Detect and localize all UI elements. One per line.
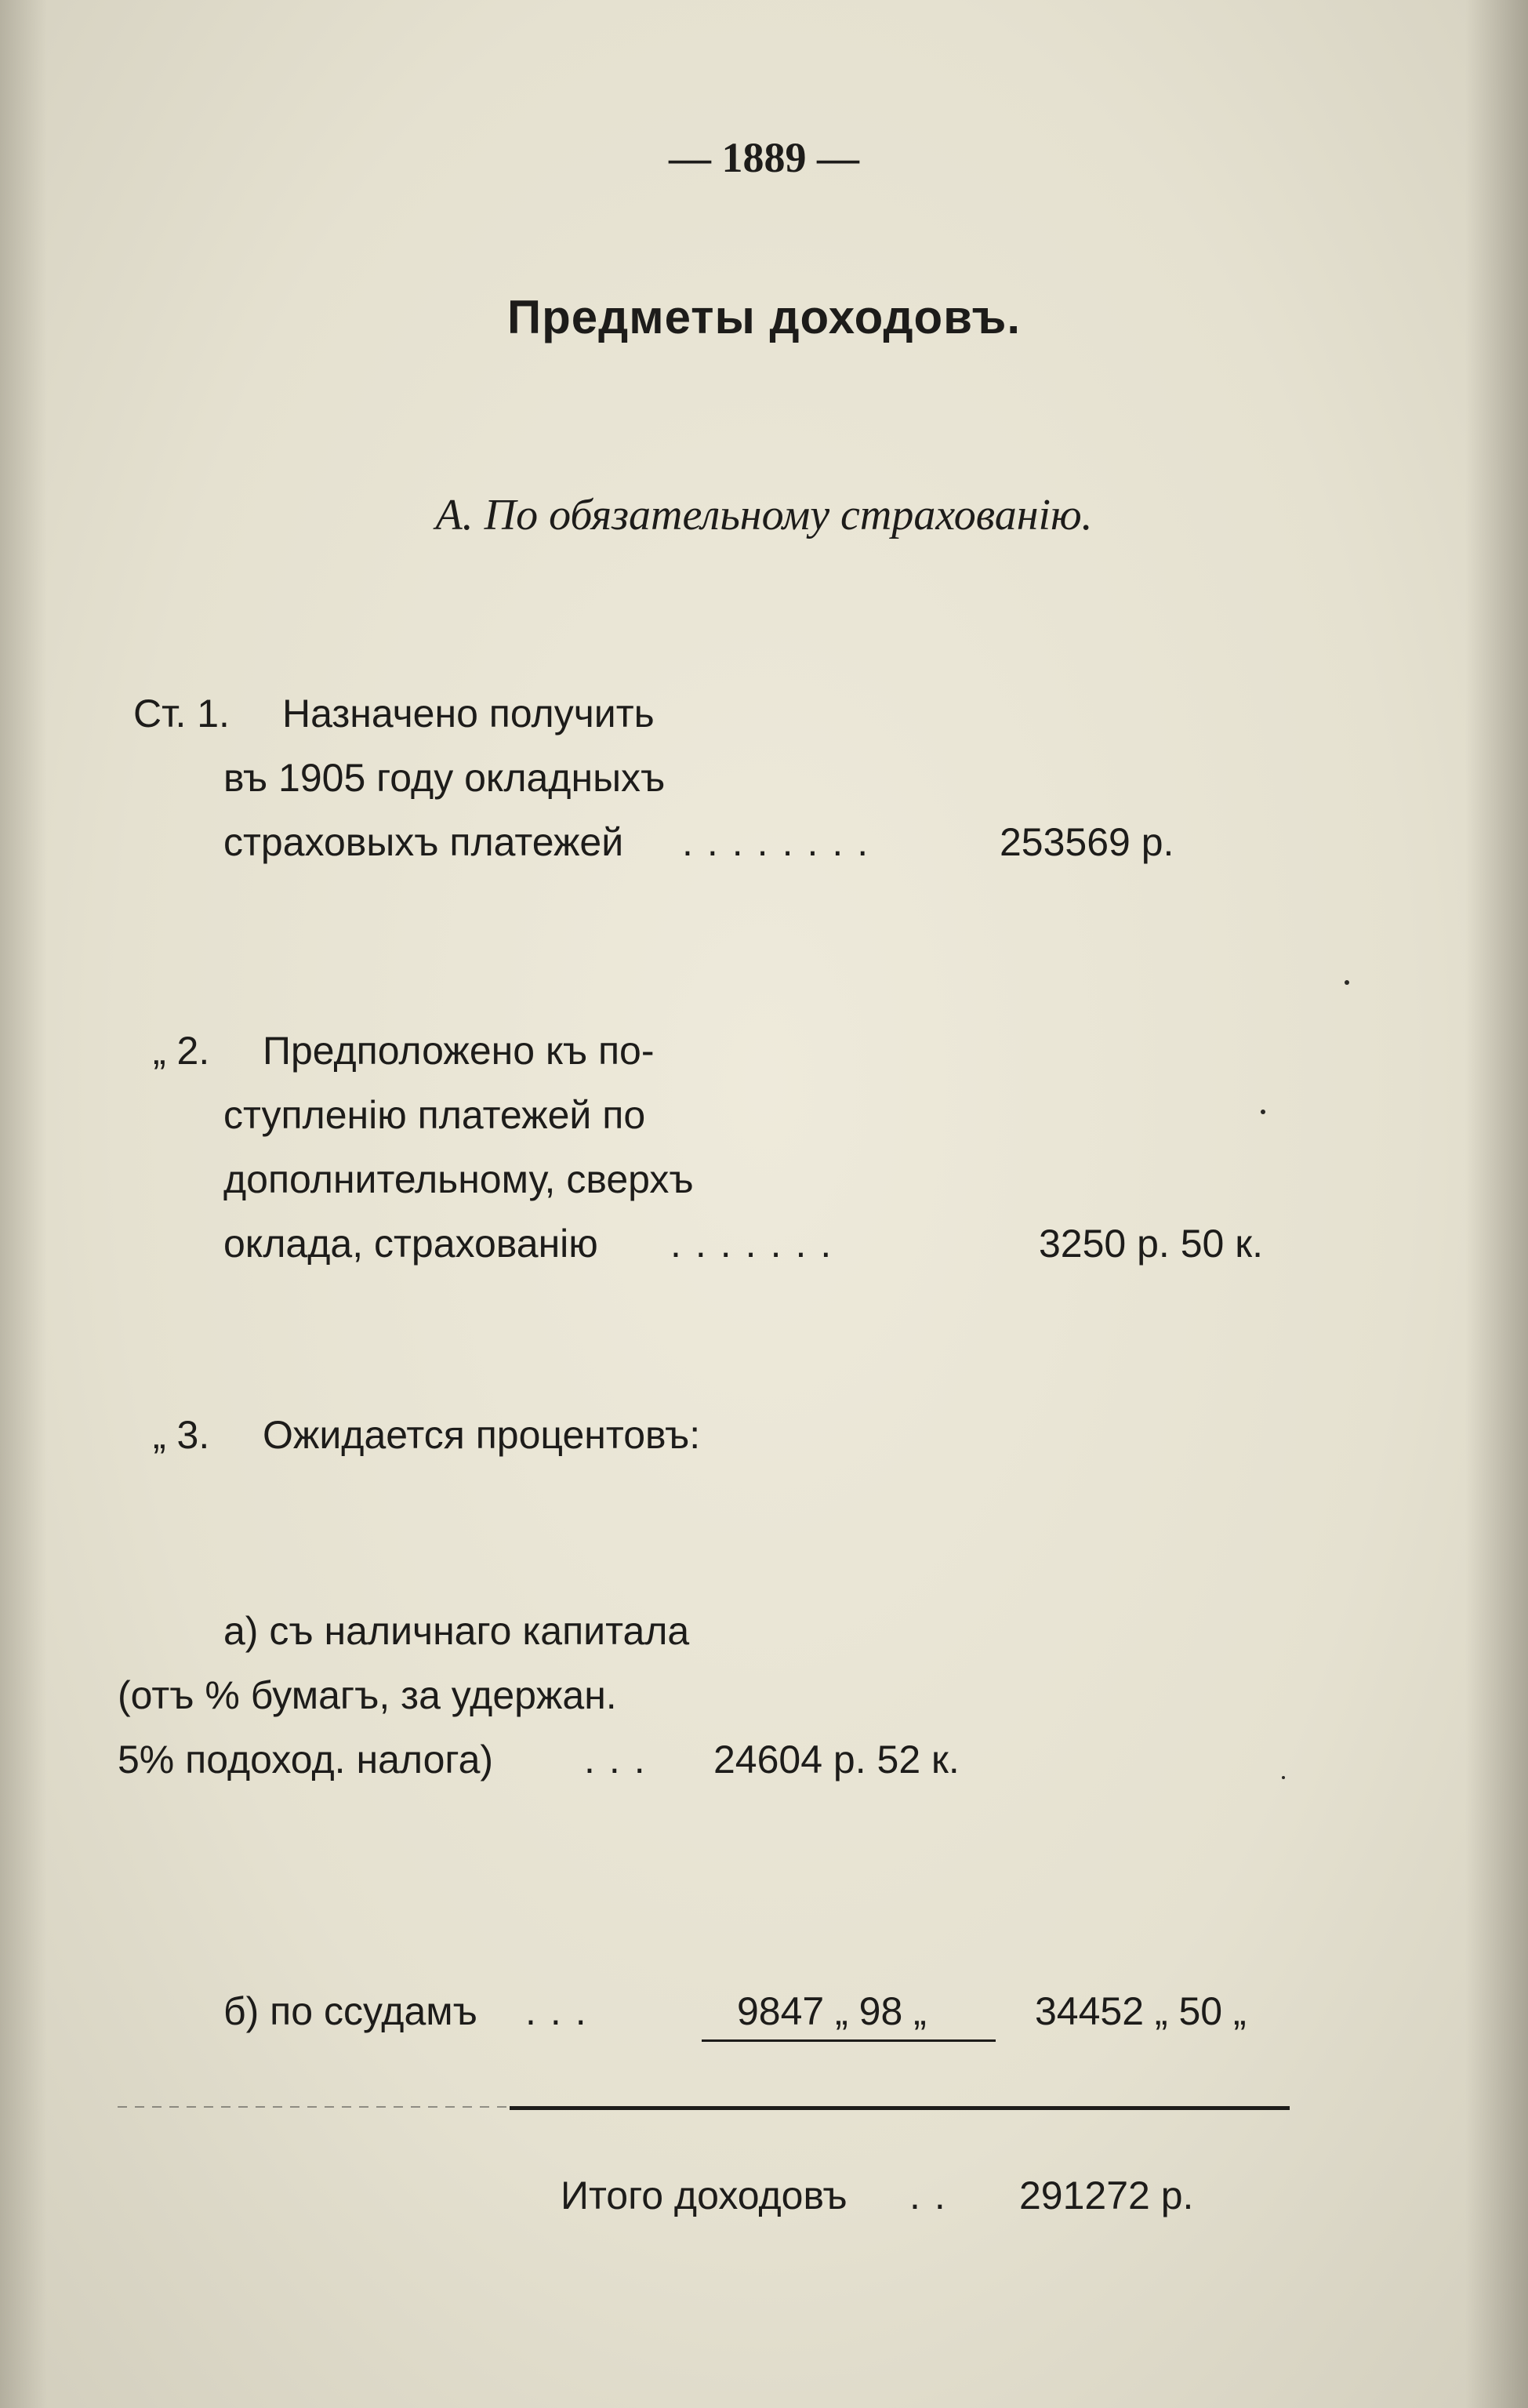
item-3-prefix: „ 3. xyxy=(153,1413,210,1457)
total-rule-faint xyxy=(118,2106,510,2108)
item-3b-amount: 9847 „ 98 „ xyxy=(737,1989,927,2033)
page-header: — 1889 — xyxy=(669,134,859,181)
item-3b-label: б) по ссудамъ xyxy=(223,1989,477,2033)
page-title: Предметы доходовъ. xyxy=(506,291,1021,343)
total-label: Итого доходовъ xyxy=(561,2174,847,2217)
item-1-amount: 253569 р. xyxy=(1000,820,1174,864)
item-2-prefix: „ 2. xyxy=(153,1029,210,1073)
item-3a-line3: 5% подоход. налога) xyxy=(118,1738,494,1781)
item-2-dots: ....... xyxy=(670,1222,846,1266)
item-3b-total: 34452 „ 50 „ xyxy=(1035,1989,1247,2033)
item-2-line1: Предположено къ по- xyxy=(263,1029,655,1073)
section-heading: А. По обязательному страхованію. xyxy=(435,491,1093,539)
item-2-line2: ступленію платежей по xyxy=(223,1093,646,1137)
subtotal-rule xyxy=(702,2039,996,2042)
item-3b-dots: ... xyxy=(525,1989,601,2033)
item-1-line1: Назначено получить xyxy=(282,692,655,735)
item-1-line2: въ 1905 году окладныхъ xyxy=(223,756,666,800)
item-1-line3: страховыхъ платежей xyxy=(223,820,624,864)
total-amount: 291272 р. xyxy=(1019,2174,1194,2217)
item-1-prefix: Ст. 1. xyxy=(133,692,230,735)
print-speck xyxy=(1261,1110,1265,1114)
item-3a-line1: а) съ наличнаго капитала xyxy=(223,1609,690,1653)
total-rule xyxy=(510,2106,1290,2110)
item-3a-amount: 24604 р. 52 к. xyxy=(713,1738,960,1781)
print-speck xyxy=(1345,980,1349,985)
item-2-amount: 3250 р. 50 к. xyxy=(1039,1222,1263,1266)
item-3-line1: Ожидается процентовъ: xyxy=(263,1413,701,1457)
item-3a-line2: (отъ % бумагъ, за удержан. xyxy=(118,1673,617,1717)
item-2-line3: дополнительному, сверхъ xyxy=(223,1157,694,1201)
item-1-dots: ........ xyxy=(682,820,883,864)
print-speck xyxy=(1282,1776,1285,1779)
item-2-line4: оклада, страхованію xyxy=(223,1222,598,1266)
total-dots: .. xyxy=(909,2174,960,2217)
item-3a-dots: ... xyxy=(584,1738,659,1781)
